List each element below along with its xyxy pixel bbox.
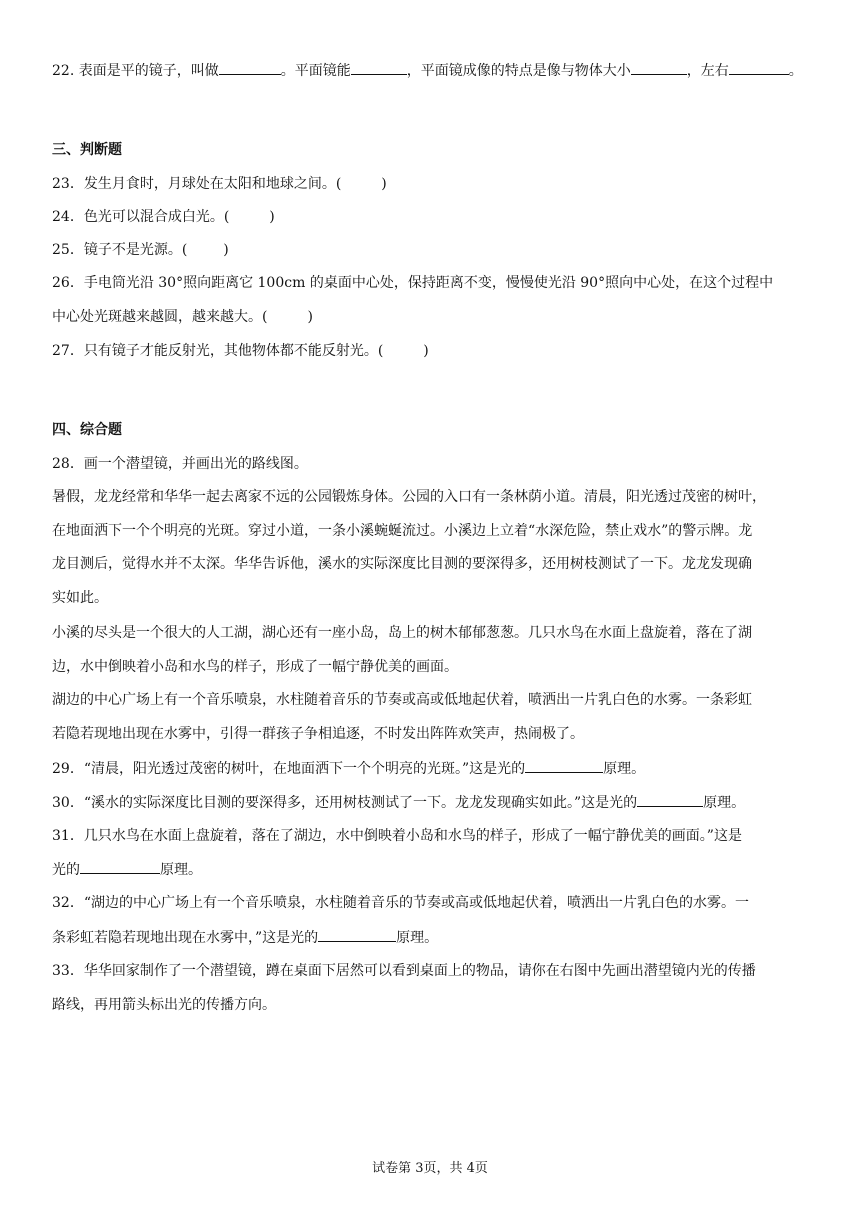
question-22 bbox=[52, 60, 803, 81]
question-26-line-2 bbox=[52, 307, 313, 327]
question-28: 28．画一个潜望镜，并画出光的路线图。 bbox=[52, 456, 308, 472]
question-33-line-1: 33．华华回家制作了一个潜望镜，蹲在桌面下居然可以看到桌面上的物品，请你在右图中先画出潜望镜内光的传播 bbox=[52, 963, 756, 979]
q31-blank[interactable] bbox=[80, 859, 160, 874]
q22-text-a: 22. 表面是平的镜子，叫做 bbox=[52, 63, 219, 79]
q22-text-c: ，平面镜成像的特点是像与物体大小 bbox=[406, 63, 631, 79]
q22-blank-3[interactable] bbox=[631, 60, 687, 75]
question-29 bbox=[52, 758, 645, 779]
q23-text: 23．发生月食时，月球处在太阳和地球之间。( bbox=[52, 176, 342, 192]
question-30 bbox=[52, 792, 745, 813]
page-footer: 试卷第 3页，共 4页 bbox=[372, 1161, 488, 1176]
q25-close: ) bbox=[223, 242, 229, 258]
question-26-line-1: 26．手电筒光沿 30°照向距离它 100cm 的桌面中心处，保持距离不变，慢慢使光沿 90°照向中心处，在这个过程中 bbox=[52, 275, 774, 291]
question-31-line-1: 31．几只水鸟在水面上盘旋着，落在了湖边，水中倒映着小岛和水鸟的样子，形成了一幅宁静优美的画面。”这是 bbox=[52, 828, 742, 844]
question-32-line-1: 32．“湖边的中心广场上有一个音乐喷泉，水柱随着音乐的节奏或高或低地起伏着，喷洒出一片乳白色的水雾。一 bbox=[52, 895, 749, 911]
q30-blank[interactable] bbox=[637, 792, 703, 807]
q26-text: 中心处光斑越来越圆，越来越大。( bbox=[52, 309, 268, 325]
q26-close: ) bbox=[307, 309, 313, 325]
q22-text-d: ，左右 bbox=[686, 63, 729, 79]
q22-text-b: 。平面镜能 bbox=[280, 63, 351, 79]
q27-text: 27．只有镜子才能反射光，其他物体都不能反射光。( bbox=[52, 343, 384, 359]
q32-text-b: 原理。 bbox=[396, 930, 439, 946]
q29-text-b: 原理。 bbox=[603, 761, 646, 777]
passage-line-2: 在地面洒下一个个明亮的光斑。穿过小道，一条小溪蜿蜒流过。小溪边上立着“水深危险，禁止戏水”的警示牌。龙 bbox=[52, 523, 753, 539]
q29-blank[interactable] bbox=[525, 758, 603, 773]
question-31-line-2 bbox=[52, 859, 202, 880]
q31-text-b: 原理。 bbox=[160, 862, 202, 878]
q30-text-a: 30．“溪水的实际深度比目测的要深得多，还用树枝测试了一下。龙龙发现确实如此。”这是光的 bbox=[52, 795, 638, 811]
q25-text: 25．镜子不是光源。( bbox=[52, 242, 188, 258]
q22-blank-1[interactable] bbox=[219, 60, 281, 75]
q30-text-b: 原理。 bbox=[703, 795, 746, 811]
q32-blank[interactable] bbox=[318, 927, 396, 942]
passage-line-7: 湖边的中心广场上有一个音乐喷泉，水柱随着音乐的节奏或高或低地起伏着，喷洒出一片乳白色的水雾。一条彩虹 bbox=[52, 692, 752, 708]
question-23 bbox=[52, 174, 387, 194]
question-24 bbox=[52, 207, 275, 227]
question-27 bbox=[52, 341, 429, 361]
question-25 bbox=[52, 240, 229, 260]
q24-text: 24．色光可以混合成白光。( bbox=[52, 209, 230, 225]
q24-close: ) bbox=[269, 209, 275, 225]
q27-close: ) bbox=[423, 343, 429, 359]
question-33-line-2: 路线，再用箭头标出光的传播方向。 bbox=[52, 997, 276, 1013]
question-32-line-2 bbox=[52, 927, 438, 948]
passage-line-3: 龙目测后，觉得水并不太深。华华告诉他，溪水的实际深度比目测的要深得多，还用树枝测试了一下。龙龙发现确 bbox=[52, 556, 752, 572]
passage-line-6: 边，水中倒映着小岛和水鸟的样子，形成了一幅宁静优美的画面。 bbox=[52, 659, 458, 675]
passage-line-4: 实如此。 bbox=[52, 590, 108, 606]
q22-text-e: 。 bbox=[788, 63, 803, 79]
section-3-title: 三、判断题 bbox=[52, 142, 122, 158]
passage-line-5: 小溪的尽头是一个很大的人工湖，湖心还有一座小岛，岛上的树木郁郁葱葱。几只水鸟在水面上盘旋着，落在了湖 bbox=[52, 625, 752, 641]
q22-blank-4[interactable] bbox=[729, 60, 789, 75]
q31-text-a: 光的 bbox=[52, 862, 80, 878]
q23-close: ) bbox=[381, 176, 387, 192]
q29-text-a: 29．“清晨，阳光透过茂密的树叶，在地面洒下一个个明亮的光斑。”这是光的 bbox=[52, 761, 526, 777]
q22-blank-2[interactable] bbox=[351, 60, 407, 75]
q32-text-a: 条彩虹若隐若现地出现在水雾中，”这是光的 bbox=[52, 930, 319, 946]
passage-line-1: 暑假，龙龙经常和华华一起去离家不远的公园锻炼身体。公园的入口有一条林荫小道。清晨，阳光透过茂密的树叶， bbox=[52, 489, 766, 505]
passage-line-8: 若隐若现地出现在水雾中，引得一群孩子争相追逐，不时发出阵阵欢笑声，热闹极了。 bbox=[52, 726, 584, 742]
section-4-title: 四、综合题 bbox=[52, 422, 122, 438]
